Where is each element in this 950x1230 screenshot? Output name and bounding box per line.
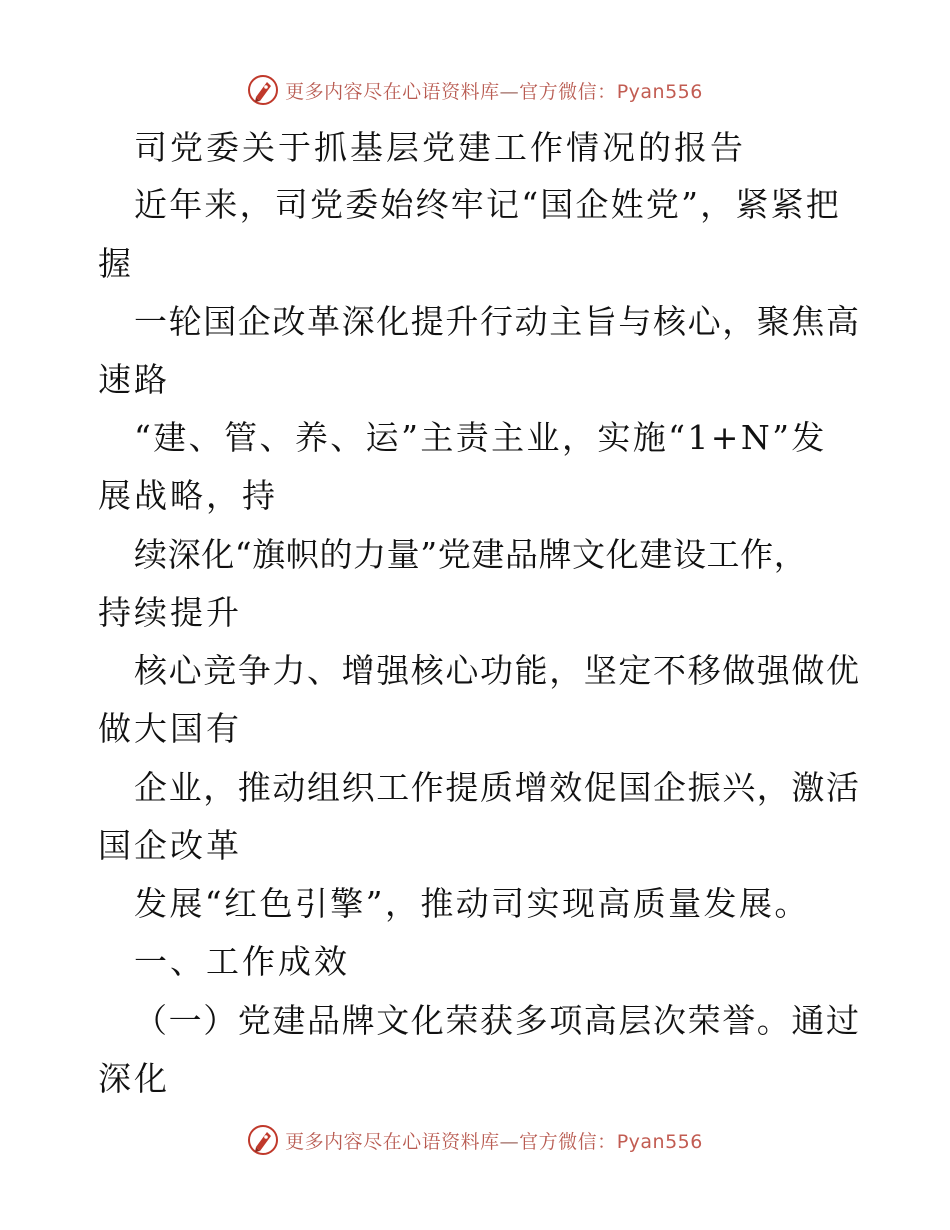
pen-nib-logo-icon — [247, 1124, 279, 1156]
paragraph-line: 握 — [98, 244, 134, 283]
paragraph-line: 发展“红色引擎”，推动司实现高质量发展。 — [134, 884, 810, 923]
paragraph-line: “建、管、养、运”主责主业，实施“1+N”发 — [134, 418, 827, 457]
footer-banner-main: 更多内容尽在心语资料库 — [285, 1130, 500, 1153]
header-banner-main: 更多内容尽在心语资料库 — [285, 80, 500, 103]
paragraph-line: 近年来，司党委始终牢记“国企姓党”，紧紧把 — [134, 185, 841, 224]
footer-wechat-label: 官方微信： — [519, 1130, 617, 1153]
header-banner-separator: — — [499, 80, 520, 103]
footer-wechat-id: Pyan556 — [616, 1130, 703, 1153]
paragraph-line: 一轮国企改革深化提升行动主旨与核心，聚焦高 — [134, 302, 861, 341]
paragraph-line: 企业，推动组织工作提质增效促国企振兴，激活 — [134, 768, 861, 807]
paragraph-line: （一）党建品牌文化荣获多项高层次荣誉。通过 — [134, 1001, 861, 1040]
paragraph-line: 持续提升 — [98, 593, 242, 632]
footer-banner-text — [285, 1127, 703, 1154]
document-title: 司党委关于抓基层党建工作情况的报告 — [134, 128, 746, 167]
paragraph-line: 深化 — [98, 1059, 170, 1098]
paragraph-line: 核心竞争力、增强核心功能，坚定不移做强做优 — [134, 651, 861, 690]
paragraph-line: 续深化“旗帜的力量”党建品牌文化建设工作， — [134, 535, 808, 574]
pen-nib-logo-icon — [247, 74, 279, 106]
header-wechat-label: 官方微信： — [519, 80, 617, 103]
paragraph-line: 做大国有 — [98, 709, 242, 748]
section-heading: 一、工作成效 — [134, 942, 350, 981]
paragraph-line: 展战略，持 — [98, 476, 278, 515]
header-watermark-banner — [0, 72, 950, 108]
footer-banner-separator: — — [499, 1130, 520, 1153]
footer-watermark-banner — [0, 1122, 950, 1158]
header-wechat-id: Pyan556 — [616, 80, 703, 103]
paragraph-line: 国企改革 — [98, 826, 242, 865]
paragraph-line: 速路 — [98, 360, 170, 399]
header-banner-text — [285, 77, 703, 104]
